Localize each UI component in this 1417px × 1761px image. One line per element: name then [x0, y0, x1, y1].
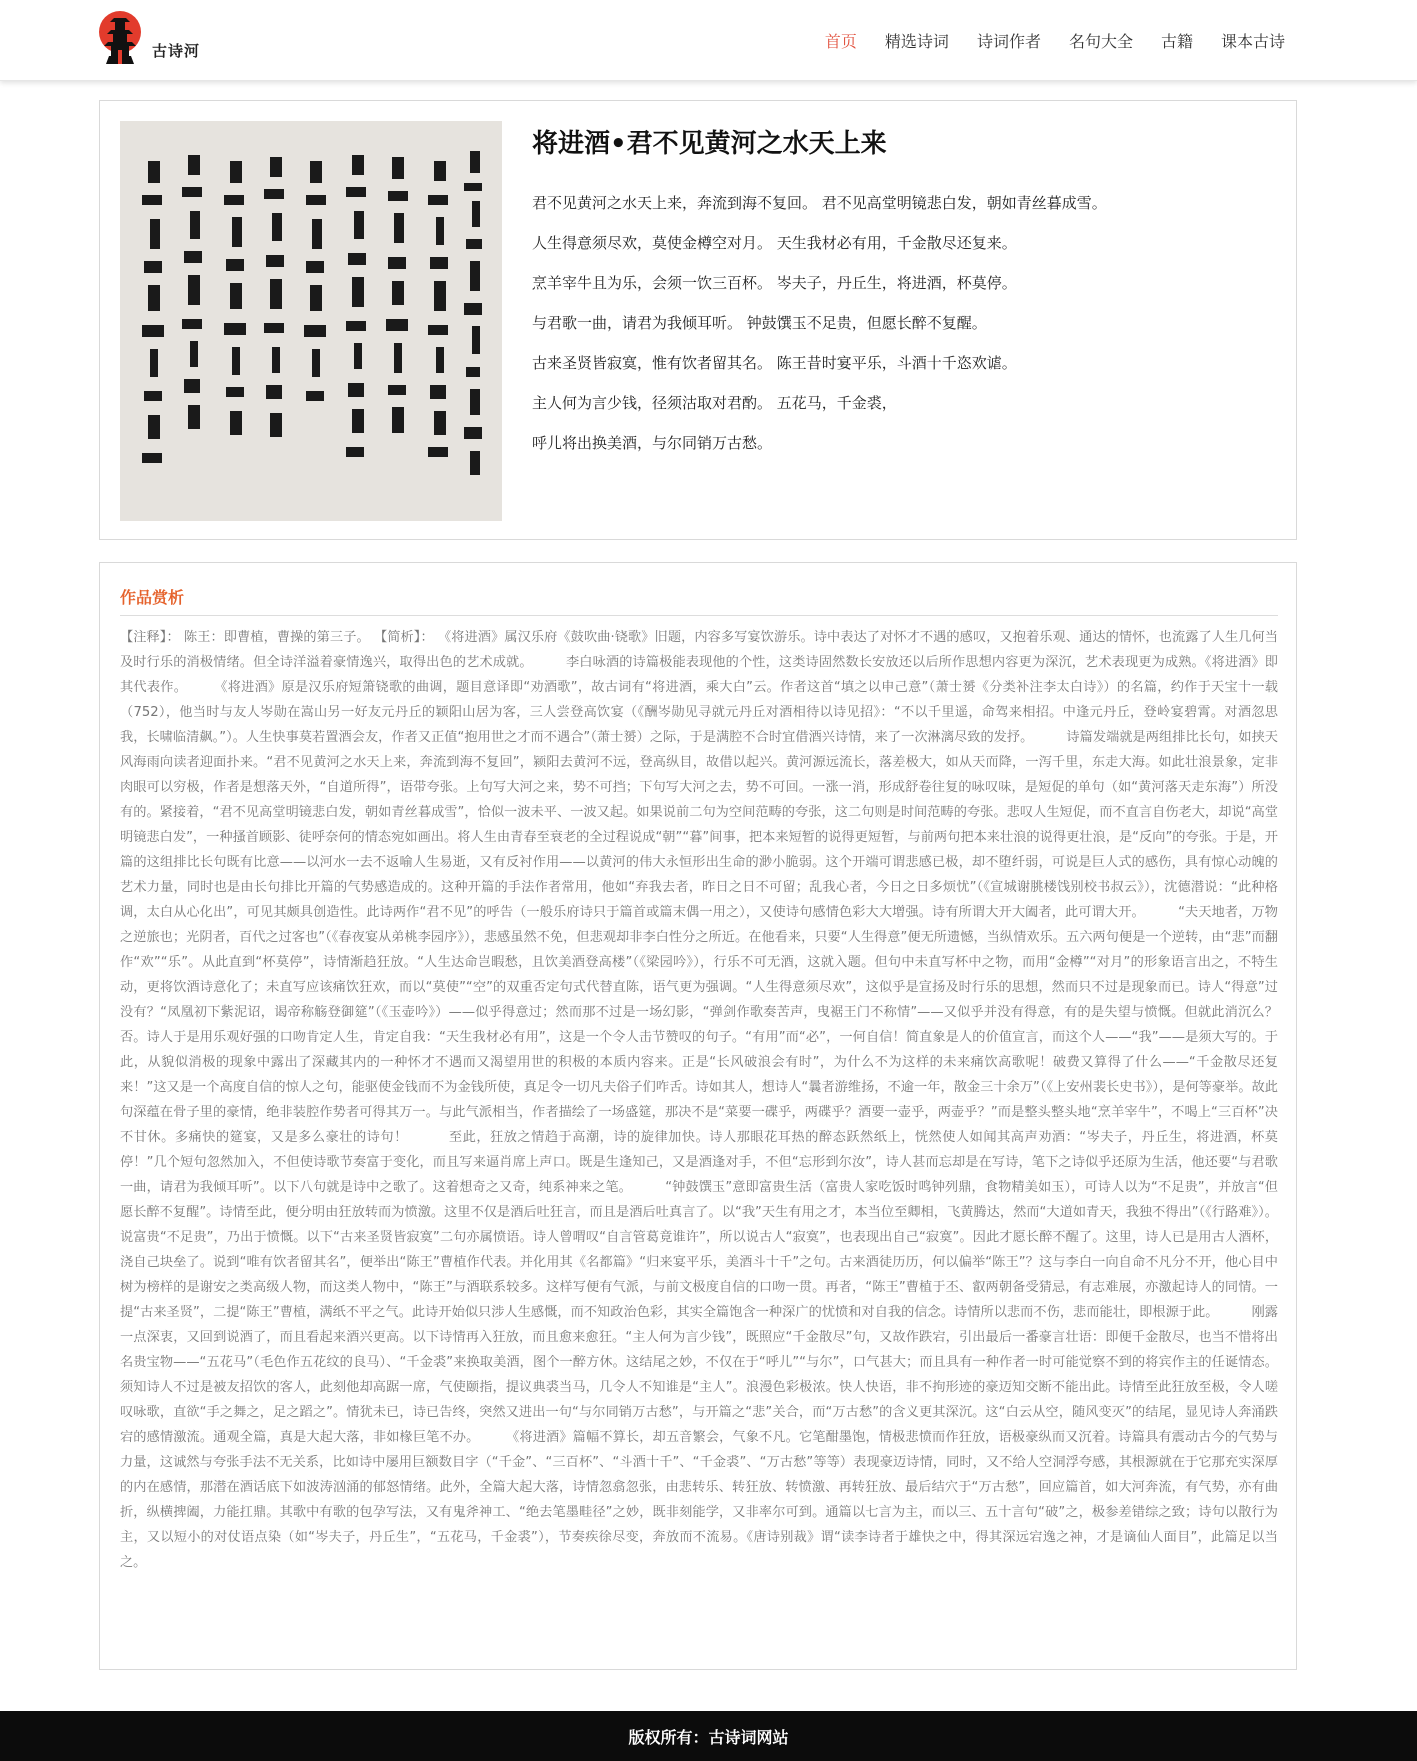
site-logo[interactable] — [98, 10, 238, 70]
pagoda-logo-icon — [98, 10, 148, 65]
calligraphy-image — [120, 121, 502, 521]
calligraphy-brush-strokes — [120, 121, 502, 521]
site-footer — [0, 1711, 1417, 1761]
poem-line: 呼儿将出换美酒，与尔同销万古愁。 — [532, 434, 773, 452]
poem-line: 古来圣贤皆寂寞，惟有饮者留其名。 陈王昔时宴平乐，斗酒十千恣欢谑。 — [532, 354, 1017, 372]
site-header — [0, 0, 1417, 81]
poem-line: 主人何为言少钱，径须沽取对君酌。 五花马，千金裘， — [532, 394, 897, 412]
nav-poets[interactable]: 诗词作者 — [976, 31, 1041, 51]
divider — [120, 615, 1278, 616]
poem-title: 将进酒•君不见黄河之水天上来 — [532, 129, 887, 159]
appreciation-text: 【注释】： 陈王：即曹植，曹操的第三子。 【简析】： 《将进酒》属汉乐府《鼓吹曲·铙歌》旧题，内容多写宴饮游乐。诗中表达了对怀才不遇的感叹，又抱着乐观、通达的情怀，也流露了人生几何当及时行乐的消极情绪。但全诗洋溢着豪情逸兴，取得出色的艺术成就。 李白咏酒的诗篇极能表现他的个性，这类诗固然数长安放还以后所作思想内容更为深沉，艺术表现更为成熟。《将进酒》即其代表作。 《将进酒》原是汉乐府短箫铙歌的曲调，题目意译即“劝酒歌”，故古词有“将进酒，乘大白”云。作者这首“填之以申己意”（萧士赟《分类补注李太白诗》）的名篇，约作于天宝十一载（752），他当时与友人岑勋在嵩山另一好友元丹丘的颖阳山居为客，三人尝登高饮宴（《酬岑勋见寻就元丹丘对酒相待以诗见招》：“不以千里遥，命驾来相招。中逢元丹丘，登岭宴碧霄。对酒忽思我，长啸临清飙。”）。人生快事莫若置酒会友，作者又正值“抱用世之才而不遇合”（萧士赟）之际，于是满腔不合时宜借酒兴诗情，来了一次淋漓尽致的发抒。 诗篇发端就是两组排比长句，如挟天风海雨向读者迎面扑来。“君不见黄河之水天上来，奔流到海不复回”，颍阳去黄河不远，登高纵目，故借以起兴。黄河源远流长，落差极大，如从天而降，一泻千里，东走大海。如此壮浪景象，定非肉眼可以穷极，作者是想落天外，“自道所得”，语带夸张。上句写大河之来，势不可挡；下句写大河之去，势不可回。一涨一消，形成舒卷往复的咏叹味，是短促的单句（如“黄河落天走东海”）所没有的。紧接着，“君不见高堂明镜悲白发，朝如青丝暮成雪”，恰似一波未平、一波又起。如果说前二句为空间范畴的夸张，这二句则是时间范畴的夸张。悲叹人生短促，而不直言自伤老大，却说“高堂明镜悲白发”，一种搔首顾影、徒呼奈何的情态宛如画出。将人生由青春至衰老的全过程说成“朝”“暮”间事，把本来短暂的说得更短暂，与前两句把本来壮浪的说得更壮浪，是“反向”的夸张。于是，开篇的这组排比长句既有比意——以河水一去不返喻人生易逝，又有反衬作用——以黄河的伟大永恒形出生命的渺小脆弱。这个开端可谓悲感已极，却不堕纤弱，可说是巨人式的感伤，具有惊心动魄的艺术力量，同时也是由长句排比开篇的气势感造成的。这种开篇的手法作者常用，他如“弃我去者，昨日之日不可留；乱我心者，今日之日多烦忧”（《宣城谢朓楼饯别校书叔云》），沈德潜说：“此种格调，太白从心化出”，可见其颇具创造性。此诗两作“君不见”的呼告（一般乐府诗只于篇首或篇末偶一用之），又使诗句感情色彩大大增强。诗有所谓大开大阖者，此可谓大开。 “夫天地者，万物之逆旅也；光阴者，百代之过客也”（《春夜宴从弟桃李园序》），悲感虽然不免，但悲观却非李白性分之所近。在他看来，只要“人生得意”便无所遗憾，当纵情欢乐。五六两句便是一个逆转，由“悲”而翻作“欢”“乐”。从此直到“杯莫停”，诗情渐趋狂放。“人生达命岂暇愁，且饮美酒登高楼”（《梁园吟》），行乐不可无酒，这就入题。但句中未直写杯中之物，而用“金樽”“对月”的形象语言出之，不特生动，更将饮酒诗意化了；未直写应该痛饮狂欢，而以“莫使”“空”的双重否定句式代替直陈，语气更为强调。“人生得意须尽欢”，这似乎是宣扬及时行乐的思想，然而只不过是现象而已。诗人“得意”过没有？“凤凰初下紫泥诏，谒帝称觞登御筵”（《玉壶吟》）——似乎得意过；然而那不过是一场幻影，“弹剑作歌奏苦声，曳裾王门不称情”——又似乎并没有得意，有的是失望与愤慨。但就此消沉么？否。诗人于是用乐观好强的口吻肯定人生，肯定自我：“天生我材必有用”，这是一个令人击节赞叹的句子。“有用”而“必”，一何自信！简直象是人的价值宣言，而这个人——“我”——是须大写的。于此，从貌似消极的现象中露出了深藏其内的一种怀才不遇而又渴望用世的积极的本质内容来。正是“长风破浪会有时”，为什么不为这样的未来痛饮高歌呢！破费又算得了什么——“千金散尽还复来！”这又是一个高度自信的惊人之句，能驱使金钱而不为金钱所使，真足令一切凡夫俗子们咋舌。诗如其人，想诗人“曩者游维扬，不逾一年，散金三十余万”（《上安州裴长史书》），是何等豪举。故此句深蕴在骨子里的豪情，绝非装腔作势者可得其万一。与此气派相当，作者描绘了一场盛筵，那决不是“菜要一碟乎，两碟乎？酒要一壶乎，两壶乎？”而是整头整头地“烹羊宰牛”，不喝上“三百杯”决不甘休。多痛快的筵宴，又是多么豪壮的诗句！ 至此，狂放之情趋于高潮，诗的旋律加快。诗人那眼花耳热的醉态跃然纸上，恍然使人如闻其高声劝酒：“岑夫子，丹丘生，将进酒，杯莫停！”几个短句忽然加入，不但使诗歌节奏富于变化，而且写来逼肖席上声口。既是生逢知己，又是酒逢对手，不但“忘形到尔汝”，诗人甚而忘却是在写诗，笔下之诗似乎还原为生活，他还要“与君歌一曲，请君为我倾耳听”。以下八句就是诗中之歌了。这着想奇之又奇，纯系神来之笔。 “钟鼓馔玉”意即富贵生活（富贵人家吃饭时鸣钟列鼎，食物精美如玉），可诗人以为“不足贵”，并放言“但愿长醉不复醒”。诗情至此，便分明由狂放转而为愤激。这里不仅是酒后吐狂言，而且是酒后吐真言了。以“我”天生有用之才，本当位至卿相，飞黄腾达，然而“大道如青天，我独不得出”（《行路难》）。说富贵“不足贵”，乃出于愤慨。以下“古来圣贤皆寂寞”二句亦属愤语。诗人曾喟叹“自言管葛竟谁许”，所以说古人“寂寞”，也表现出自己“寂寞”。因此才愿长醉不醒了。这里，诗人已是用古人酒杯，浇自己块垒了。说到“唯有饮者留其名”，便举出“陈王”曹植作代表。并化用其《名都篇》“归来宴平乐，美酒斗十千”之句。古来酒徒历历，何以偏举“陈王”？这与李白一向自命不凡分不开，他心目中树为榜样的是谢安之类高级人物，而这类人物中，“陈王”与酒联系较多。这样写便有气派，与前文极度自信的口吻一贯。再者，“陈王”曹植于丕、叡两朝备受猜忌，有志难展，亦激起诗人的同情。一提“古来圣贤”，二提“陈王”曹植，满纸不平之气。此诗开始似只涉人生感慨，而不知政治色彩，其实全篇饱含一种深广的忧愤和对自我的信念。诗情所以悲而不伤，悲而能壮，即根源于此。 刚露一点深衷，又回到说酒了，而且看起来酒兴更高。以下诗情再入狂放，而且愈来愈狂。“主人何为言少钱”，既照应“千金散尽”句，又故作跌宕，引出最后一番豪言壮语：即便千金散尽，也当不惜将出名贵宝物——“五花马”（毛色作五花纹的良马）、“千金裘”来换取美酒，图个一醉方休。这结尾之妙，不仅在于“呼儿”“与尔”，口气甚大；而且具有一种作者一时可能觉察不到的将宾作主的任诞情态。须知诗人不过是被友招饮的客人，此刻他却高踞一席，气使颐指，提议典裘当马，几令人不知谁是“主人”。浪漫色彩极浓。快人快语，非不拘形迹的豪迈知交断不能出此。诗情至此狂放至极，令人嗟叹咏歌，直欲“手之舞之，足之蹈之”。情犹未已，诗已告终，突然又进出一句“与尔同销万古愁”，与开篇之“悲”关合，而“万古愁”的含义更其深沉。这“白云从空，随风变灭”的结尾，显见诗人奔涌跌宕的感情激流。通观全篇，真是大起大落，非如椽巨笔不办。 《将进酒》篇幅不算长，却五音繁会，气象不凡。它笔酣墨饱，情极悲愤而作狂放，语极豪纵而又沉着。诗篇具有震动古今的气势与力量，这诚然与夸张手法不无关系，比如诗中屡用巨额数目字（“千金”、“三百杯”、“斗酒十千”、“千金裘”、“万古愁”等等）表现豪迈诗情，同时，又不给人空洞浮夸感，其根源就在于它那充实深厚的内在感情，那潜在酒话底下如波涛汹涌的郁怒情绪。此外，全篇大起大落，诗情忽翕忽张，由悲转乐、转狂放、转愤激、再转狂放、最后结穴于“万古愁”，回应篇首，如大河奔流，有气势，亦有曲折，纵横捭阖，力能扛鼎。其歌中有歌的包孕写法，又有鬼斧神工、“绝去笔墨畦径”之妙，既非刻能学，又非率尔可到。通篇以七言为主，而以三、五十言句“破”之，极参差错综之致；诗句以散行为主，又以短小的对仗语点染（如“岑夫子，丹丘生”，“五花马，千金裘”），节奏疾徐尽变，奔放而不流易。《唐诗别裁》谓“读李诗者于雄快之中，得其深远宕逸之神，才是谪仙人面目”，此篇足以当之。 — [120, 630, 1278, 1570]
nav-selected-poems[interactable]: 精选诗词 — [884, 31, 949, 51]
poem-line: 人生得意须尽欢，莫使金樽空对月。 天生我材必有用，千金散尽还复来。 — [532, 234, 1017, 252]
nav-ancient-books[interactable]: 古籍 — [1160, 31, 1193, 51]
poem-line: 与君歌一曲，请君为我倾耳听。 钟鼓馔玉不足贵，但愿长醉不复醒。 — [532, 314, 987, 332]
nav-home[interactable]: 首页 — [824, 31, 857, 51]
nav-famous-lines[interactable]: 名句大全 — [1068, 31, 1133, 51]
nav-textbook-poems[interactable]: 课本古诗 — [1220, 31, 1285, 51]
main-nav — [825, 0, 1285, 80]
appreciation-title: 作品赏析 — [120, 588, 185, 607]
poem-line: 烹羊宰牛且为乐，会须一饮三百杯。 岑夫子，丹丘生，将进酒，杯莫停。 — [532, 274, 1017, 292]
poem-card — [99, 100, 1297, 540]
poem-line: 君不见黄河之水天上来，奔流到海不复回。 君不见高堂明镜悲白发，朝如青丝暮成雪。 — [532, 194, 1107, 212]
appreciation-card — [99, 562, 1297, 1670]
poem-body — [532, 183, 1262, 463]
logo-text: 古诗河 — [152, 42, 201, 60]
copyright-text: 版权所有：古诗词网站 — [628, 1727, 789, 1747]
